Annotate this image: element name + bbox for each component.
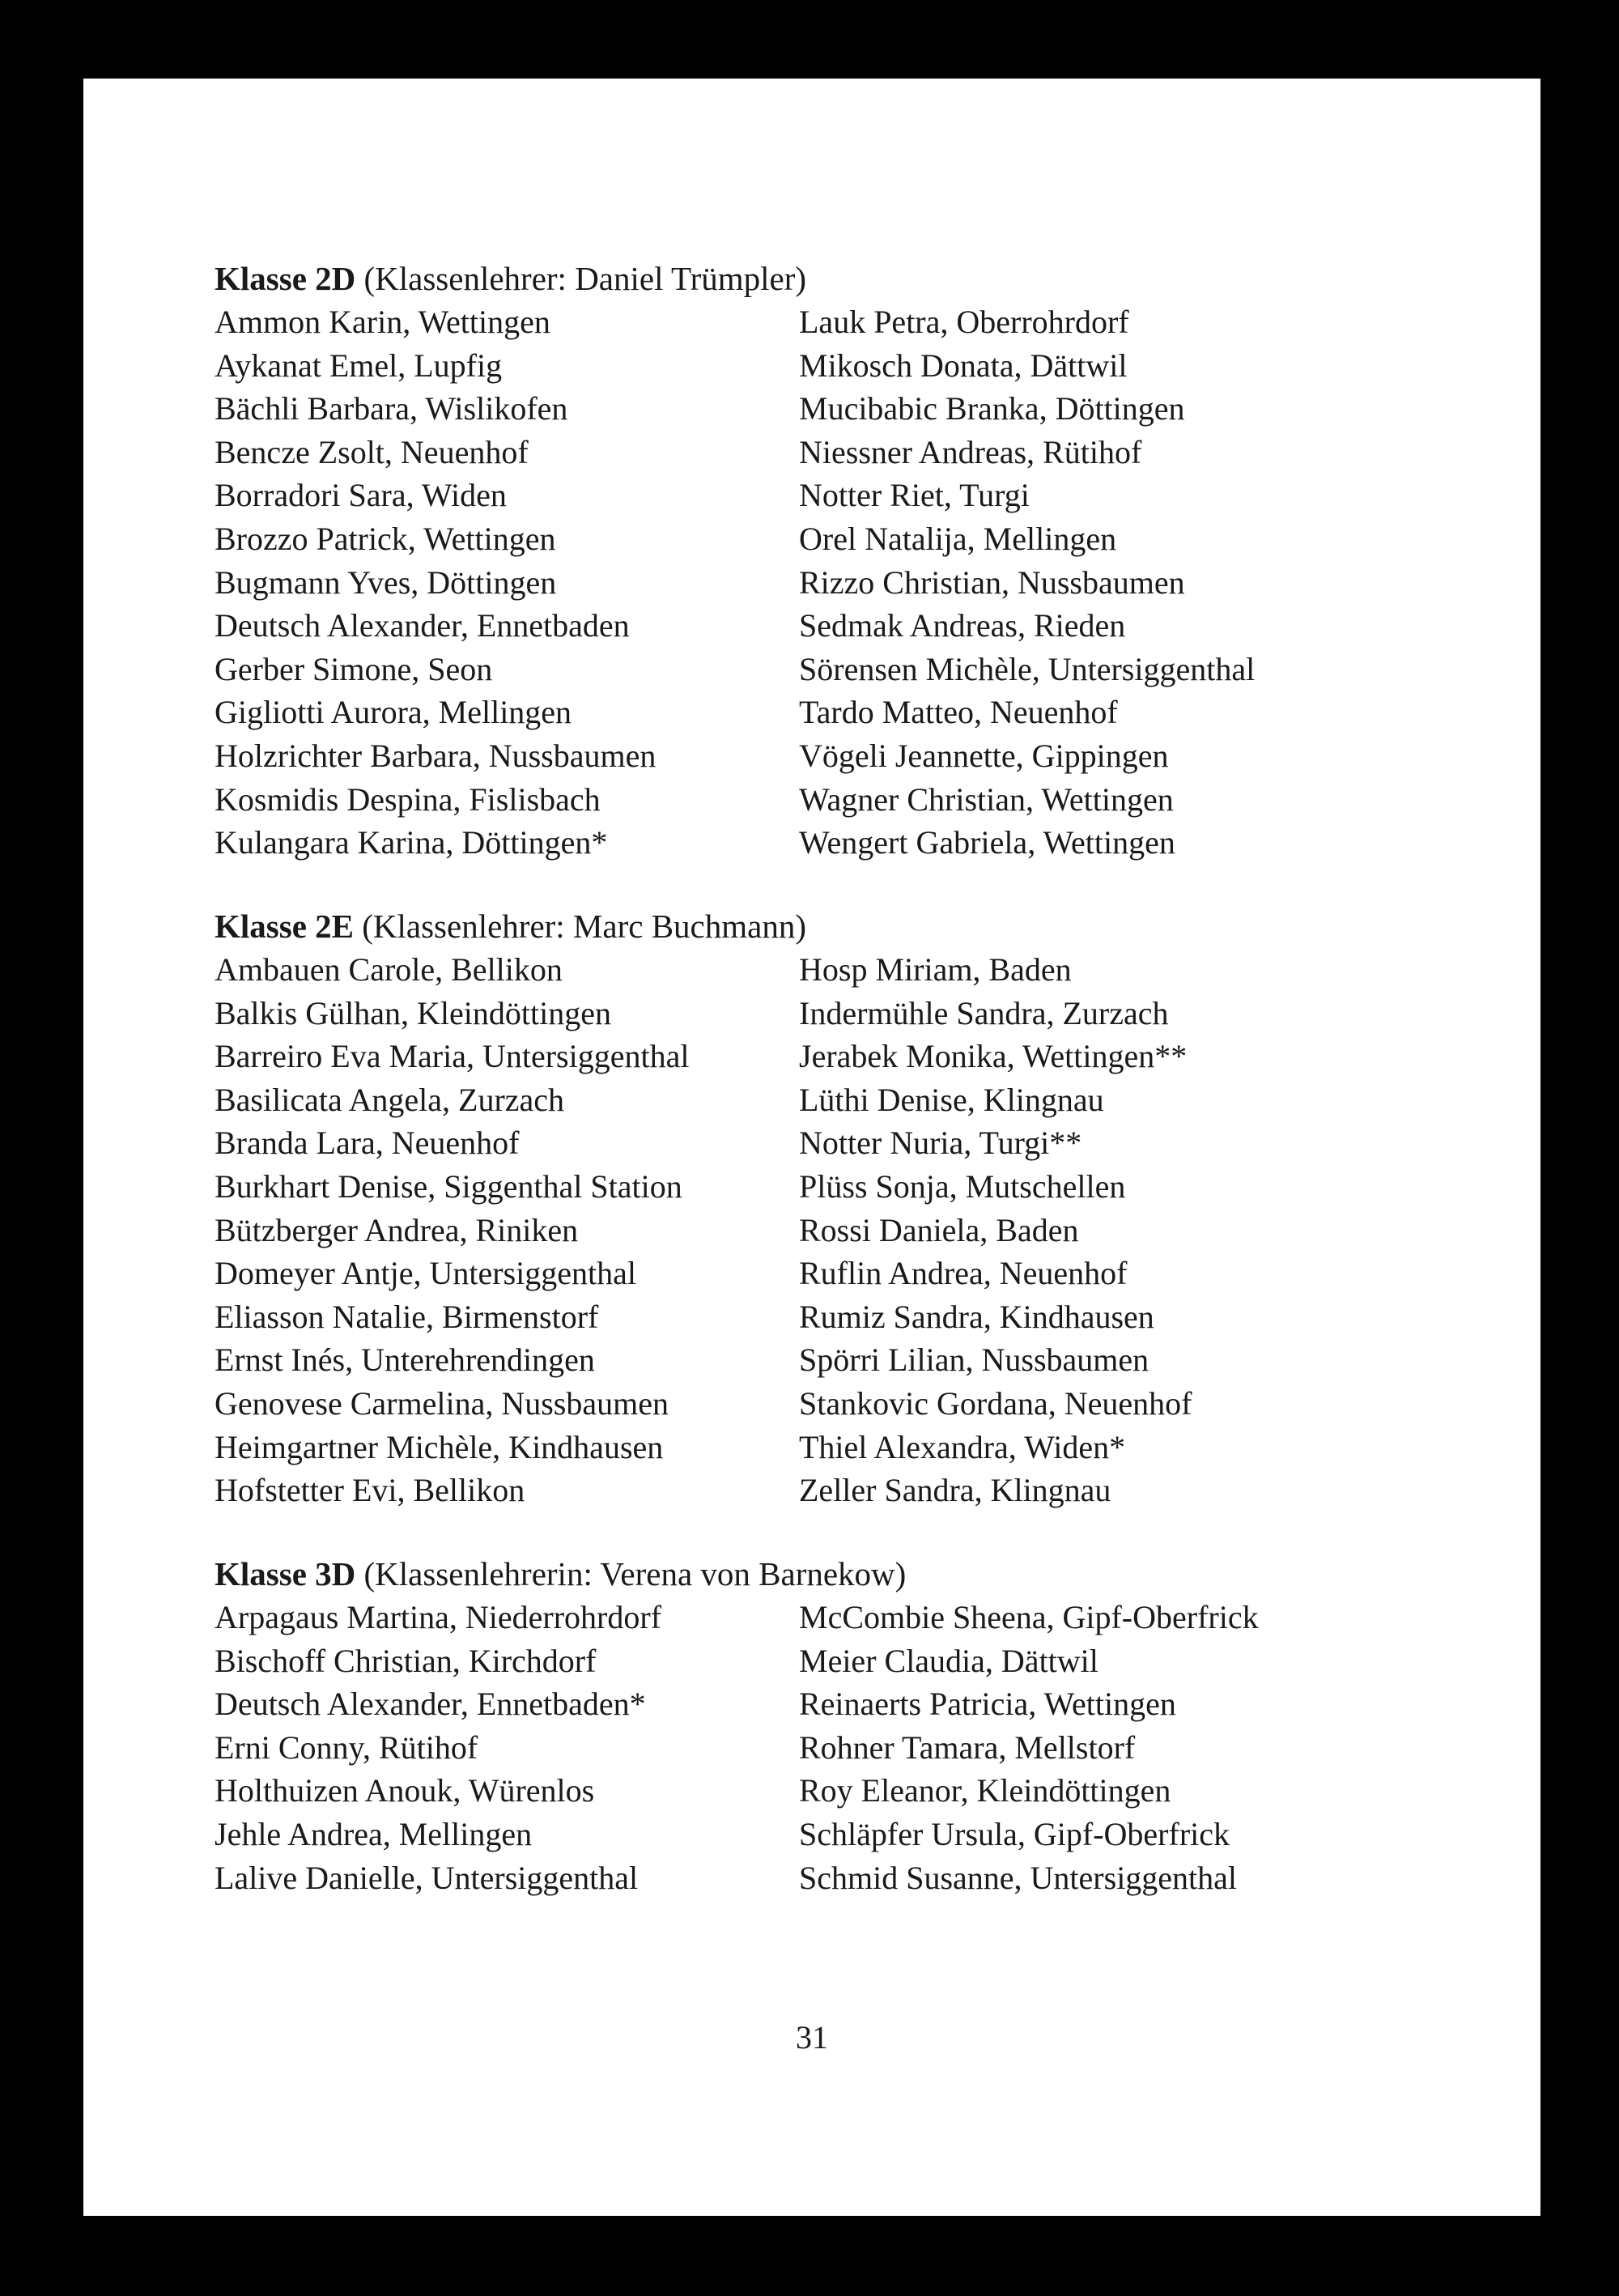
student-entry: Bencze Zsolt, Neuenhof [215,433,529,470]
student-entry: Hofstetter Evi, Bellikon [215,1472,525,1509]
student-entry: Bützberger Andrea, Riniken [215,1211,579,1248]
right-column [799,1596,1259,1899]
student-entry: Brozzo Patrick, Wettingen [215,520,556,557]
left-column [215,1596,661,1899]
student-entry: Spörri Lilian, Nussbaumen [799,1341,1149,1379]
student-entry: Notter Nuria, Turgi** [799,1125,1082,1162]
student-entry: Zeller Sandra, Klingnau [799,1472,1111,1509]
student-entry: Deutsch Alexander, Ennetbaden* [215,1686,646,1723]
class-label: Klasse 3D [215,1555,356,1592]
student-entry: Gerber Simone, Seon [215,650,493,687]
student-entry: Sörensen Michèle, Untersiggenthal [799,650,1256,687]
student-entry: Balkis Gülhan, Kleindöttingen [215,994,611,1031]
student-entry: Bächli Barbara, Wislikofen [215,390,568,427]
student-entry: Schläpfer Ursula, Gipf-Oberfrick [799,1815,1230,1852]
section-heading [215,257,1429,300]
left-column [215,948,689,1512]
student-entry: Branda Lara, Neuenhof [215,1125,520,1162]
student-entry: Borradori Sara, Widen [215,477,507,514]
student-entry: Ernst Inés, Unterehrendingen [215,1341,595,1379]
class-section-3d [215,1552,1429,1896]
class-label: Klasse 2D [215,260,356,297]
class-section-2d [215,257,1429,861]
student-entry: Hosp Miriam, Baden [799,951,1072,988]
student-entry: Basilicata Angela, Zurzach [215,1081,565,1118]
student-entry: Mikosch Donata, Dättwil [799,347,1128,384]
student-entry: Heimgartner Michèle, Kindhausen [215,1428,664,1465]
section-heading [215,1552,1429,1596]
student-entry: Vögeli Jeannette, Gippingen [799,737,1169,774]
section-heading [215,904,1429,948]
student-entry: Tardo Matteo, Neuenhof [799,694,1118,731]
student-entry: Roy Eleanor, Kleindöttingen [799,1772,1171,1809]
student-entry: Rossi Daniela, Baden [799,1211,1079,1248]
teacher-label: (Klassenlehrer: Marc Buchmann) [354,908,806,945]
student-entry: Indermühle Sandra, Zurzach [799,994,1169,1031]
student-entry: Lauk Petra, Oberrohrdorf [799,304,1129,340]
student-entry: Aykanat Emel, Lupfig [215,347,503,384]
left-column [215,300,656,865]
student-entry: Kulangara Karina, Döttingen* [215,824,608,861]
student-entry: Schmid Susanne, Untersiggenthal [799,1859,1238,1896]
student-entry: Deutsch Alexander, Ennetbaden [215,607,630,644]
student-entry: McCombie Sheena, Gipf-Oberfrick [799,1599,1259,1635]
student-entry: Ambauen Carole, Bellikon [215,951,563,988]
page-number: 31 [796,2019,828,2056]
student-entry: Rumiz Sandra, Kindhausen [799,1298,1154,1335]
student-entry: Rohner Tamara, Mellstorf [799,1728,1136,1766]
student-entry: Ruflin Andrea, Neuenhof [799,1255,1128,1292]
teacher-label: (Klassenlehrerin: Verena von Barnekow) [355,1555,907,1592]
student-entry: Jehle Andrea, Mellingen [215,1815,533,1852]
student-entry: Kosmidis Despina, Fislisbach [215,780,601,818]
student-entry: Bischoff Christian, Kirchdorf [215,1642,597,1679]
student-entry: Barreiro Eva Maria, Untersiggenthal [215,1038,690,1075]
student-entry: Erni Conny, Rütihof [215,1728,478,1766]
student-entry: Arpagaus Martina, Niederrohrdorf [215,1599,662,1635]
student-entry: Eliasson Natalie, Birmenstorf [215,1298,599,1335]
document-page [83,79,1540,2216]
student-entry: Lüthi Denise, Klingnau [799,1081,1104,1118]
student-entry: Orel Natalija, Mellingen [799,520,1117,557]
student-entry: Genovese Carmelina, Nussbaumen [215,1384,669,1422]
student-entry: Holthuizen Anouk, Würenlos [215,1772,595,1809]
class-label: Klasse 2E [215,908,354,945]
student-entry: Thiel Alexandra, Widen* [799,1428,1126,1465]
right-column [799,948,1192,1512]
student-entry: Lalive Danielle, Untersiggenthal [215,1859,639,1896]
student-entry: Jerabek Monika, Wettingen** [799,1038,1188,1075]
student-entry: Domeyer Antje, Untersiggenthal [215,1255,636,1292]
student-entry: Niessner Andreas, Rütihof [799,433,1142,470]
student-entry: Wengert Gabriela, Wettingen [799,824,1175,861]
student-entry: Bugmann Yves, Döttingen [215,563,557,601]
student-entry: Reinaerts Patricia, Wettingen [799,1686,1176,1723]
student-entry: Rizzo Christian, Nussbaumen [799,563,1185,601]
class-section-2e [215,904,1429,1509]
student-entry: Notter Riet, Turgi [799,477,1030,514]
student-entry: Plüss Sonja, Mutschellen [799,1167,1126,1205]
student-entry: Meier Claudia, Dättwil [799,1642,1098,1679]
student-entry: Stankovic Gordana, Neuenhof [799,1384,1192,1422]
right-column [799,300,1255,865]
student-entry: Mucibabic Branka, Döttingen [799,390,1185,427]
student-entry: Gigliotti Aurora, Mellingen [215,694,572,731]
student-entry: Ammon Karin, Wettingen [215,304,550,340]
student-entry: Wagner Christian, Wettingen [799,780,1174,818]
student-entry: Holzrichter Barbara, Nussbaumen [215,737,657,774]
teacher-label: (Klassenlehrer: Daniel Trümpler) [355,260,807,297]
student-entry: Sedmak Andreas, Rieden [799,607,1126,644]
student-entry: Burkhart Denise, Siggenthal Station [215,1167,682,1205]
